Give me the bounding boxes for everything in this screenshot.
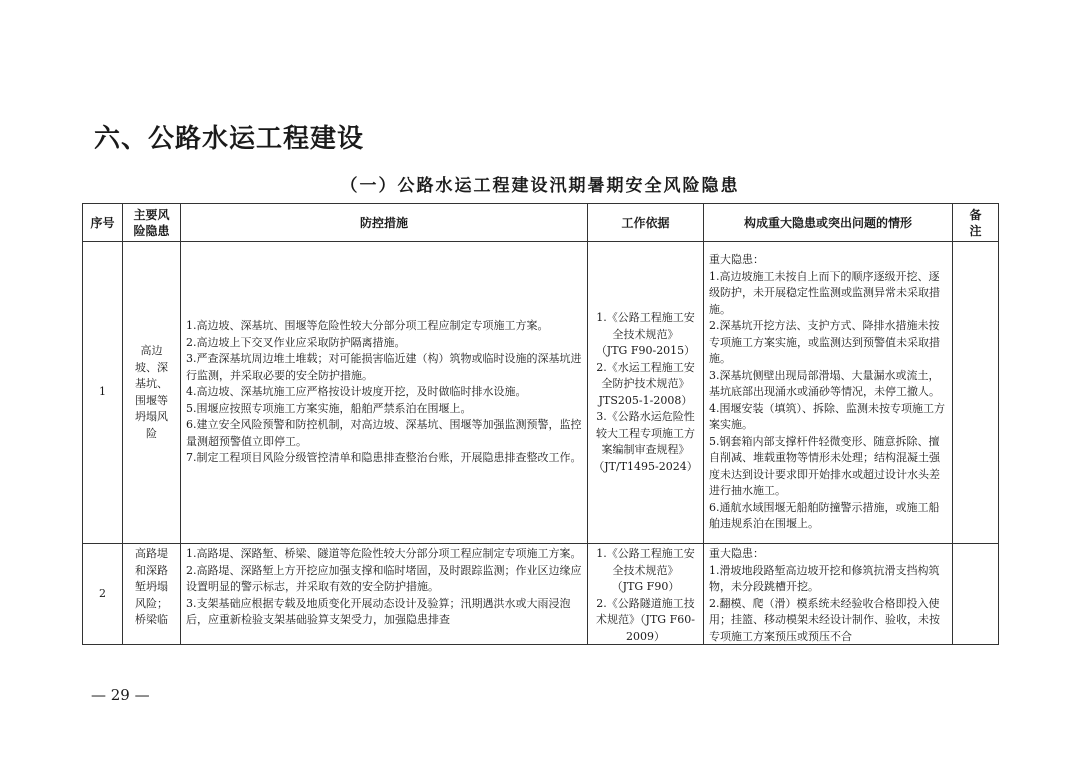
header-no: 序号 xyxy=(83,204,123,242)
header-issues: 构成重大隐患或突出问题的情形 xyxy=(704,204,953,242)
row-risk: 高路堤 和深路 堑坍塌 风险； 桥梁临 xyxy=(135,547,168,626)
row-remarks xyxy=(953,544,999,645)
table-row xyxy=(83,544,999,645)
row-issues: 重大隐患： 1.高边坡施工未按自上而下的顺序逐级开挖、逐级防护，未开展稳定性监测或监测异常未采取措施。 2.深基坑开挖方法、支护方式、降排水措施未按专项施工方案实施，或监测达到预警值未采取措施。 3.深基坑侧壁出现局部滑塌、大量漏水或流土，基坑底部出现涌水或涌砂等情况，未停工撤人。 4.围堰安装（填筑）、拆除、监测未按专项施工方案实施。 5.钢套箱内部支撑杆件轻微变形、随意拆除、擅自削减、堆载重物等情形未处理；结构混凝土强度未达到设计要求即开始排水或超过设计水头差进行抽水施工。 6.通航水域围堰无船舶防撞警示措施，或施工船舶违规系泊在围堰上。 xyxy=(704,242,953,544)
page-number: — 29 — xyxy=(91,686,150,704)
row-basis: 1.《公路工程施工安全技术规范》 （JTG F90-2015） 2.《水运工程施工安全防护技术规范》 JTS205-1-2008） 3.《公路水运危险性较大工程专项施工方案编制审查规程》 （JT/T1495-2024） xyxy=(588,242,704,544)
risk-table xyxy=(82,203,999,645)
table-title: （一）公路水运工程建设汛期暑期安全风险隐患 xyxy=(340,176,740,196)
header-basis: 工作依据 xyxy=(588,204,704,242)
row-remarks xyxy=(953,242,999,544)
section-title: 六、公路水运工程建设 xyxy=(94,124,365,154)
row-no: 2 xyxy=(83,544,123,645)
table-row xyxy=(83,242,999,544)
row-measures: 1.高边坡、深基坑、围堰等危险性较大分部分项工程应制定专项施工方案。 2.高边坡上下交叉作业应采取防护隔离措施。 3.严查深基坑周边堆土堆载；对可能损害临近建（构）筑物或临时设施的深基坑进行监测，并采取必要的安全防护措施。 4.高边坡、深基坑施工应严格按设计坡度开挖，及时做临时排水设施。 5.围堰应按照专项施工方案实施，船舶严禁系泊在围堰上。 6.建立安全风险预警和防控机制，对高边坡、深基坑、围堰等加强监测预警，监控量测超预警值立即停工。 7.制定工程项目风险分级管控清单和隐患排查整治台账，开展隐患排查整改工作。 xyxy=(181,242,588,544)
row-no: 1 xyxy=(83,242,123,544)
table-header-row xyxy=(83,204,999,242)
header-remarks: 备 注 xyxy=(953,204,999,242)
row-basis: 1.《公路工程施工安全技术规范》 （JTG F90） 2.《公路隧道施工技术规范》（JTG F60-2009） xyxy=(596,547,695,642)
row-measures: 1.高路堤、深路堑、桥梁、隧道等危险性较大分部分项工程应制定专项施工方案。 2.高路堤、深路堑上方开挖应加强支撑和临时堵固，及时跟踪监测；作业区边缘应设置明显的警示标志，并采取有效的安全防护措施。 3.支架基础应根据专载及地质变化开展动态设计及验算；汛期遇洪水或大雨浸泡后，应重新检验支架基础验算支架受力，加强隐患排查 xyxy=(186,547,582,626)
row-risk: 高边 坡、深 基坑、 围堰等 坍塌风 险 xyxy=(123,242,181,544)
header-risk: 主要风 险隐患 xyxy=(123,204,181,242)
header-measures: 防控措施 xyxy=(181,204,588,242)
row-issues: 重大隐患： 1.滑坡地段路堑高边坡开挖和修筑抗滑支挡构筑物，未分段跳槽开挖。 2.翻模、爬（滑）模系统未经验收合格即投入使用；挂篮、移动模架未经设计制作、验收，未按专项施工方案预压或预压不合 xyxy=(709,547,940,642)
